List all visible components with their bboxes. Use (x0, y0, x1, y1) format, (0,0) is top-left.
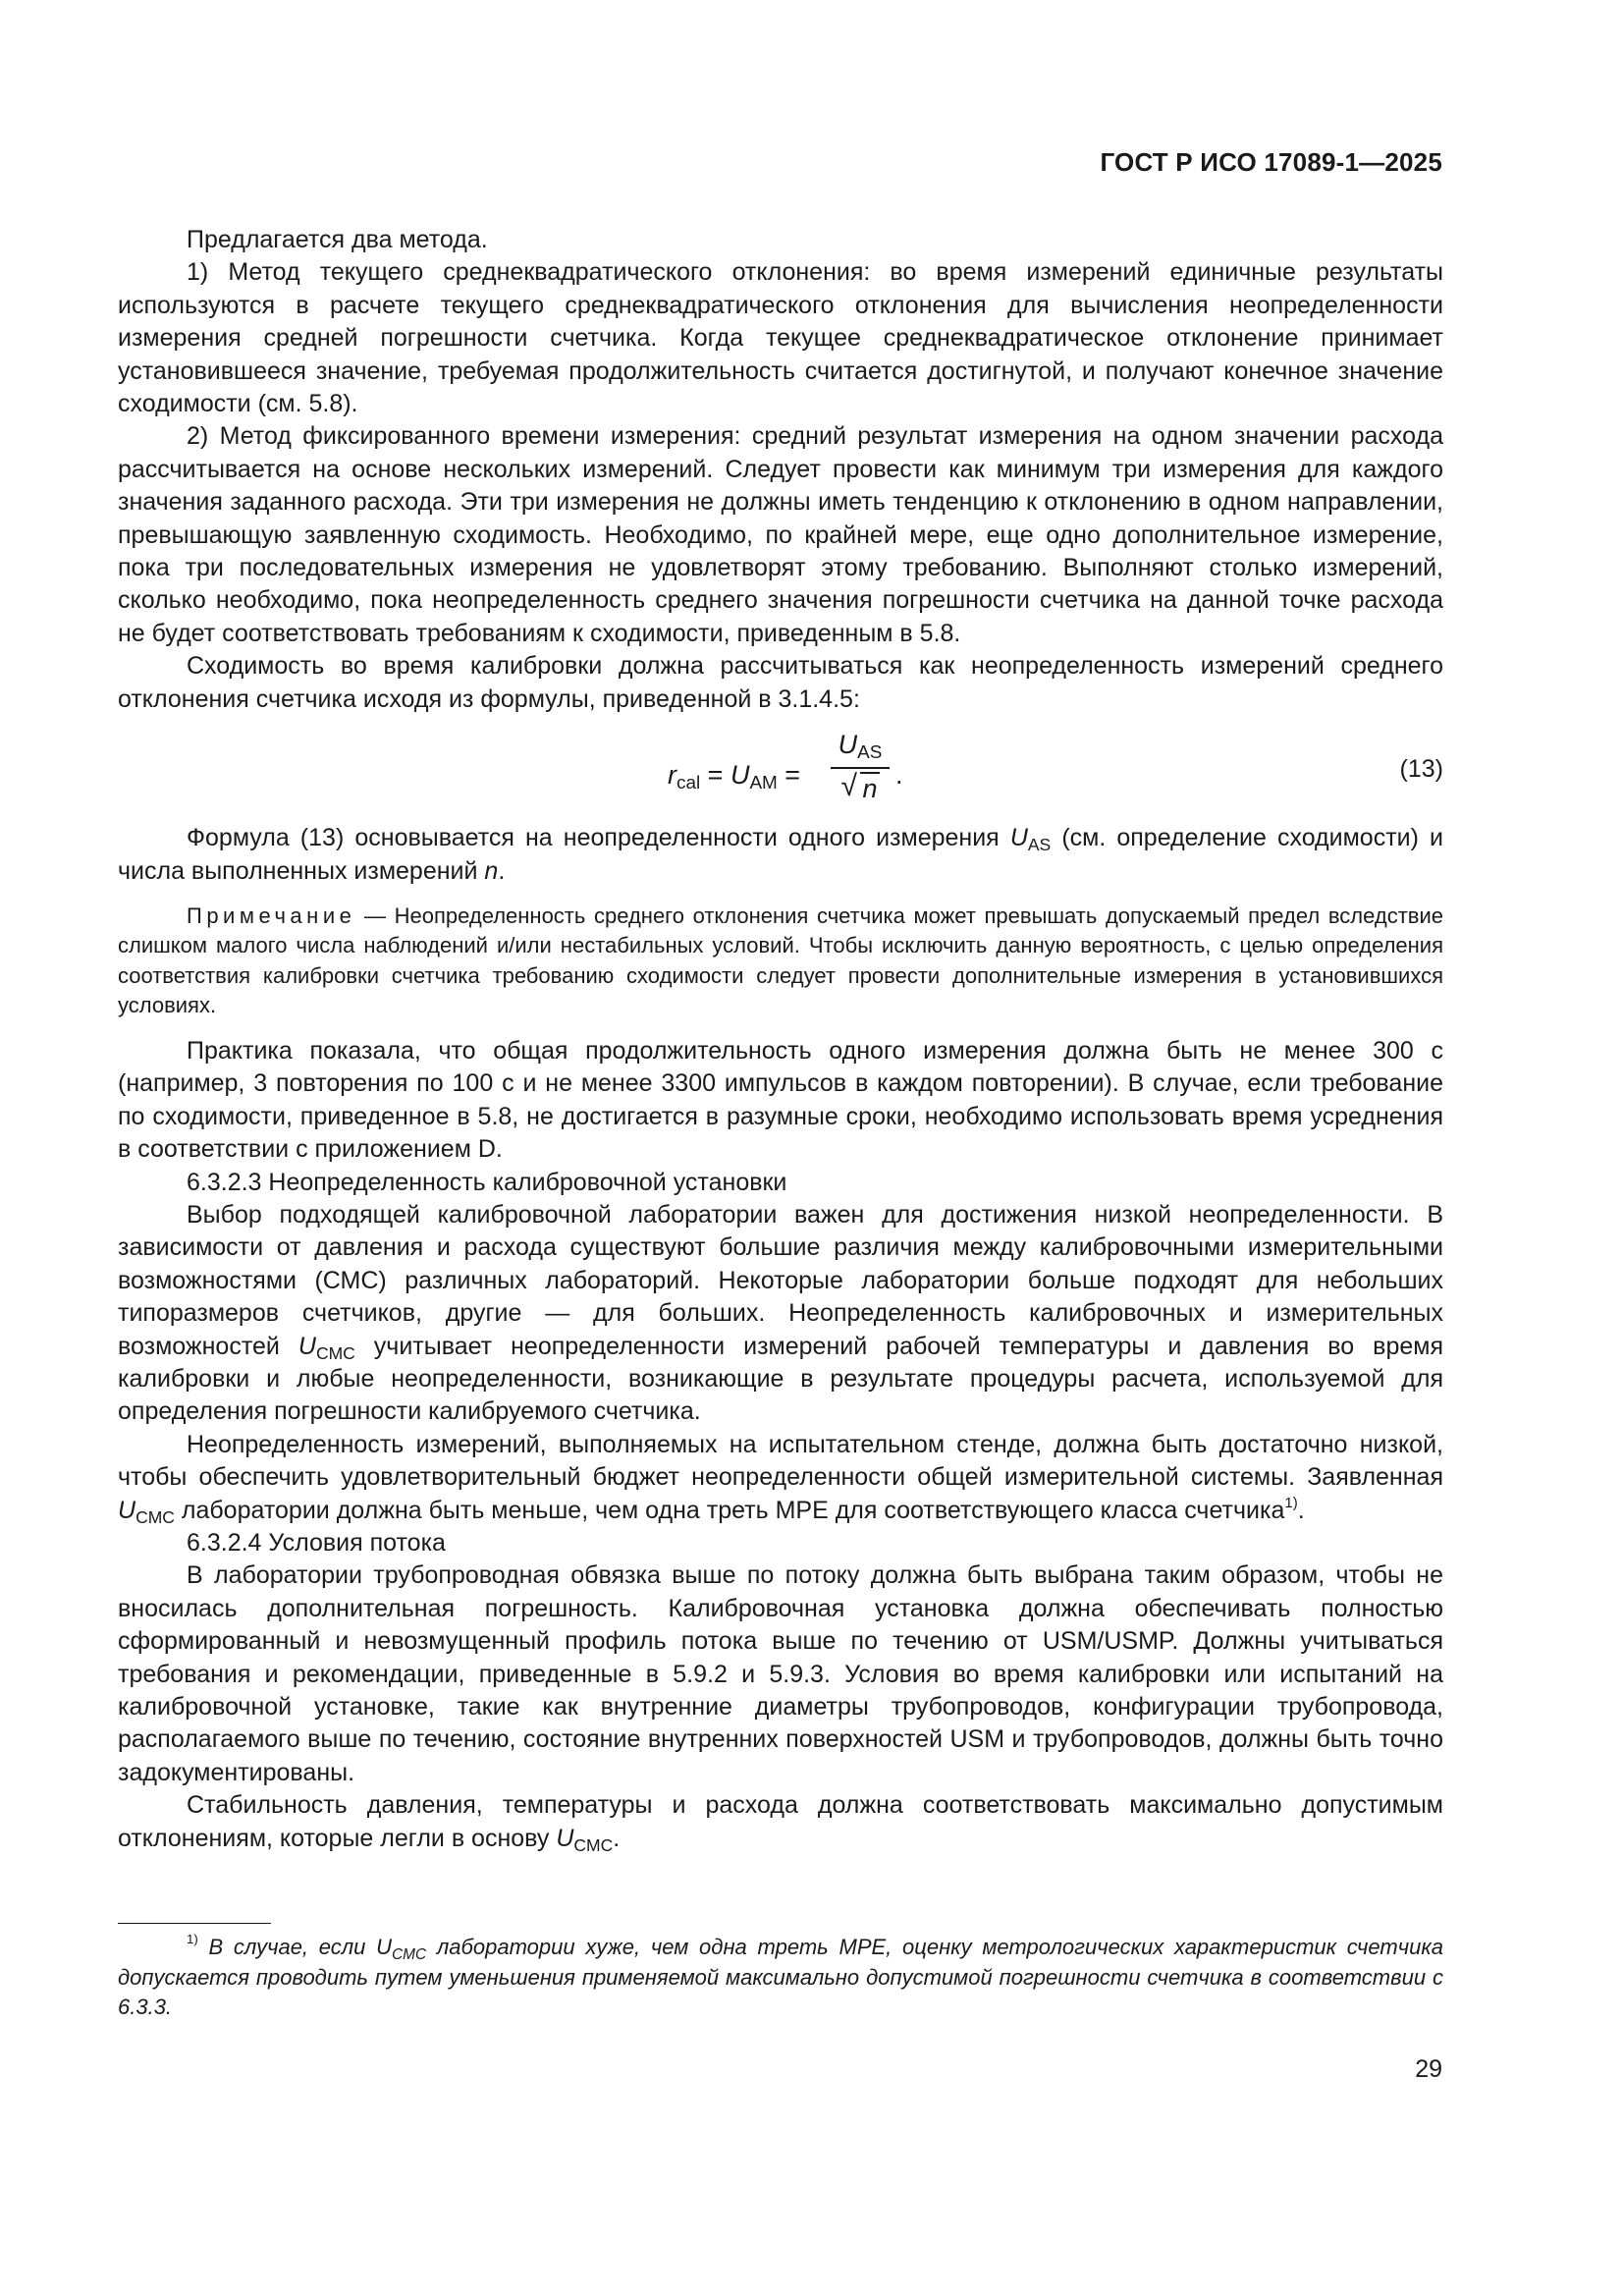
formula-number: (13) (1399, 755, 1443, 784)
paragraph-method-2: 2) Метод фиксированного времени измерения: средний результат измерения на одном значении расхода рассчитывается на основе нескольких измерений. Следует провести как минимум три измерения для каждого значения заданного расхода. Эти три измерения не должны иметь тенденцию к отклонению в одном направлении, превышающую заявленную сходимость. Необходимо, по крайней мере, еще одно дополнительное измерение, пока три последовательных измерения не удовлетворят этому требованию. Выполняют столько измерений, сколько необходимо, пока неопределенность среднего значения погрешности счетчика на данной точке расхода не будет соответствовать требованиям к сходимости, приведенным в 5.8. (118, 422, 1443, 647)
sqrt-icon: √ (840, 770, 857, 803)
note-title: Примечание (187, 902, 356, 928)
page-number: 29 (1415, 2055, 1442, 2083)
formula-13 (118, 724, 1443, 818)
paragraph-stability: Стабильность давления, температуры и расхода должна соответствовать максимально допустимым отклонениям, которые легли в основу $U_{CMC}$. (118, 1791, 1443, 1855)
note-text: — Неопределенность среднего отклонения счетчика может превышать допускаемый предел вследствие слишком малого числа наблюдений и/или нестабильных условий. Чтобы исключить данную вероятность, с целью определения соответствия калибровки счетчика требованию сходимости следует провести дополнительные измерения в установившихся условиях. (118, 902, 1443, 1018)
formula-fraction (831, 726, 890, 808)
paragraph-flow-conditions: В лаборатории трубопроводная обвязка выше по потоку должна быть выбрана таким образом, чтобы не вносилась дополнительная погрешность. Калибровочная установка должна обеспечивать полностью сформированный и невозмущенный профиль потока выше по течению от USM/USMP. Должны учитываться требования и рекомендации, приведенные в 5.9.2 и 5.9.3. Условия во время калибровки или испытаний на калибровочной установке, такие как внутренние диаметры трубопроводов, конфигурации трубопровода, располагаемого выше по течению, состояние внутренних поверхностей USM и трубопроводов, должны быть точно задокументированы. (118, 1561, 1443, 1786)
footnote-mark: 1) (187, 1932, 198, 1946)
section-heading-6-3-2-4: 6.3.2.4 Условия потока (187, 1529, 446, 1557)
section-heading-6-3-2-3: 6.3.2.3 Неопределенность калибровочной установки (187, 1168, 787, 1196)
formula-lhs: $r_{cal} = U_{AM}$ = (668, 760, 801, 794)
formula-numerator: $U_{AS}$ (838, 730, 883, 764)
paragraph-test-bench: Неопределенность измерений, выполняемых на испытательном стенде, должна быть достаточно низкой, чтобы обеспечить удовлетворительный бюджет неопределенности общей измерительной системы. Заявленная $U_{CMC}$ лаборатории должна быть меньше, чем одна треть МРЕ для соответствующего класса счетчика$^{1)}$. (118, 1430, 1443, 1527)
note-block (118, 902, 1443, 1021)
formula-denominator: √ n (831, 769, 890, 808)
document-body (118, 224, 1443, 1855)
paragraph-practice: Практика показала, что общая продолжительность одного измерения должна быть не менее 300 с (например, 3 повторения по 100 с и не менее 3300 импульсов в каждом повторении). В случае, если требование по сходимости, приведенное в 5.8, не достигается в разумные сроки, необходимо использовать время усреднения в соответствии с приложением D. (118, 1036, 1443, 1164)
paragraph-intro: Предлагается два метода. (187, 226, 488, 253)
standard-header: ГОСТ Р ИСО 17089-1—2025 (1100, 147, 1442, 177)
formula-expression: $r_{cal} = U_{AM}$ = $U_{AS}$ √ n . (668, 726, 923, 816)
paragraph-convergence: Сходимость во время калибровки должна рассчитываться как неопределенность измерений среднего отклонения счетчика исходя из формулы, приведенной в 3.1.4.5: (118, 652, 1443, 713)
footnote-ref: 1) (1284, 1494, 1298, 1511)
footnote: $^{1)}$ В случае, если $U_{CMC}$ лаборатории хуже, чем одна треть МРЕ, оценку метрологических характеристик счетчика допускается проводить путем уменьшения применяемой максимально допустимой погрешности счетчика в соответствии с 6.3.3. (118, 1932, 1443, 2019)
paragraph-lab-selection: Выбор подходящей калибровочной лаборатории важен для достижения низкой неопределенности. В зависимости от давления и расхода существуют большие различия между калибровочными измерительными возможностями (СМС) различных лабораторий. Некоторые лаборатории больше подходят для небольших типоразмеров счетчиков, другие — для больших. Неопределенность калибровочных и измерительных возможностей $U_{CMC}$ учитывает неопределенности измерений рабочей температуры и давления во время калибровки и любые неопределенности, возникающие в результате процедуры расчета, используемой для определения погрешности калибруемого счетчика. (118, 1200, 1443, 1426)
footnote-divider (118, 1923, 271, 1924)
paragraph-method-1: 1) Метод текущего среднеквадратического отклонения: во время измерений единичные результаты используются в расчете текущего среднеквадратического отклонения для вычисления неопределенности измерения средней погрешности счетчика. Когда текущее среднеквадратическое отклонение принимает установившееся значение, требуемая продолжительность считается достигнутой, и получают конечное значение сходимости (см. 5.8). (118, 258, 1443, 418)
paragraph-formula-basis: Формула (13) основывается на неопределенности одного измерения $U_{AS}$ (см. определение сходимости) и числа выполненных измерений n. (118, 824, 1443, 885)
